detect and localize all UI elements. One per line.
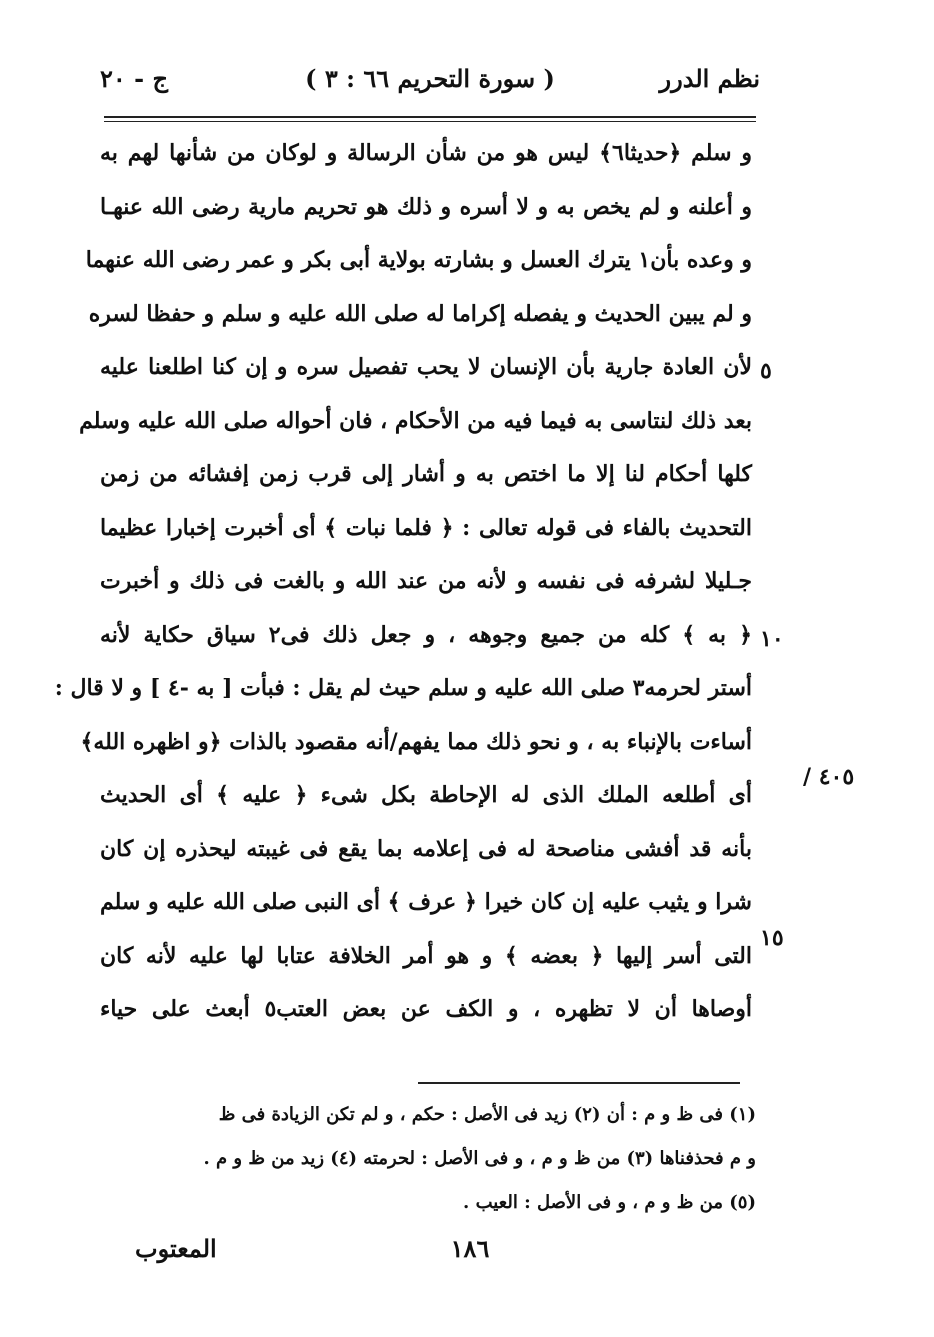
volume-number: ج - ٢٠	[100, 64, 168, 93]
text-line: بعد ذلك لنتاسى به فيما فيه من الأحكام ، فان أحواله صلى الله عليه وسلم	[79, 407, 752, 434]
main-text	[54, 127, 753, 1037]
text-line: و لم يبين الحديث و يفصله إكراما له صلى الله عليه و سلم و حفظا لسره	[88, 300, 752, 327]
text-line: أوصاها أن لا تظهره ، و الكف عن بعض العتب٥ أبعث على حياء	[100, 996, 753, 1022]
text-line: أستر لحرمه٣ صلى الله عليه و سلم حيث لم يقل : فبأت [ به -٤ ] و لا قال :	[54, 675, 752, 701]
text-line: جـليلا لشرفه فى نفسه و لأنه من عند الله و بالغت فى ذلك و أخبرت	[100, 568, 752, 594]
line-number-10: ١٠	[760, 626, 784, 652]
page-number: ١٨٦	[450, 1234, 490, 1263]
text-line: ﴿ به ﴾ كله من جميع وجوهه ، و جعل ذلك فى٢ سياق حكاية لأنه	[100, 621, 752, 648]
line-number-5: ٥	[760, 358, 772, 384]
text-line: لأن العادة جارية بأن الإنسان لا يحب تفصيل سره و إن كنا اطلعنا عليه	[100, 354, 752, 380]
manuscript-folio-marker: ٤٠٥ /	[803, 764, 855, 790]
surah-reference: ( سورة التحريم ٦٦ : ٣ )	[305, 64, 555, 93]
footnote-rule	[418, 1082, 740, 1084]
page-header	[100, 62, 760, 102]
footnote-line: (١) فى ظ و م : أن (٢) زيد فى الأصل : حكم ، و لم تكن الزيادة فى ظ	[218, 1104, 756, 1125]
footnotes	[104, 1093, 756, 1225]
text-line: أساءت بالإنباء به ، و نحو ذلك مما يفهم/أنه مقصود بالذات ﴿و اظهره الله﴾	[80, 728, 752, 755]
text-line: و سلم ﴿حديثا٦﴾ ليس هو من شأن الرسالة و لوكان من شأنها لهم به	[100, 140, 752, 166]
text-line: شرا و يثيب عليه إن كان خيرا ﴿ عرف ﴾ أى النبى صلى الله عليه و سلم	[100, 889, 752, 915]
catchword: المعتوب	[135, 1234, 217, 1263]
line-number-15: ١٥	[760, 925, 784, 951]
text-line: كلها أحكام لنا إلا ما اختص به و أشار إلى قرب زمن إفشائه من زمن	[100, 461, 752, 487]
text-line: بأنه قد أفشى مناصحة له فى إعلامه بما يقع فى غيبته ليحذره إن كان	[100, 835, 752, 862]
text-line: و وعده بأن١ يترك العسل و بشارته بولاية أبى بكر و عمر رضى الله عنهما	[85, 247, 752, 273]
header-rule-thick	[104, 116, 756, 118]
book-title: نظم الدرر	[659, 64, 760, 93]
header-rule-thin	[104, 121, 756, 122]
footnote-line: و م فحذفناها (٣) من ظ و م ، و فى الأصل : لحرمته (٤) زيد من ظ و م .	[203, 1148, 756, 1169]
text-line: التى أسر إليها ﴿ بعضه ﴾ و هو أمر الخلافة عتابا لها عليه لأنه كان	[100, 942, 752, 969]
text-line: و أعلنه و لم يخص به و لا أسره و ذلك هو تحريم مارية رضى الله عنهـا	[100, 193, 752, 220]
text-line: التحديث بالفاء فى قوله تعالى : ﴿ فلما نبات ﴾ أى أخبرت إخبارا عظيما	[100, 514, 752, 541]
footnote-line: (٥) من ظ و م ، و فى الأصل : العيب .	[463, 1192, 756, 1213]
text-line: أى أطلعه الملك الذى له الإحاطة بكل شىء ﴿ عليه ﴾ أى الحديث	[100, 782, 752, 808]
